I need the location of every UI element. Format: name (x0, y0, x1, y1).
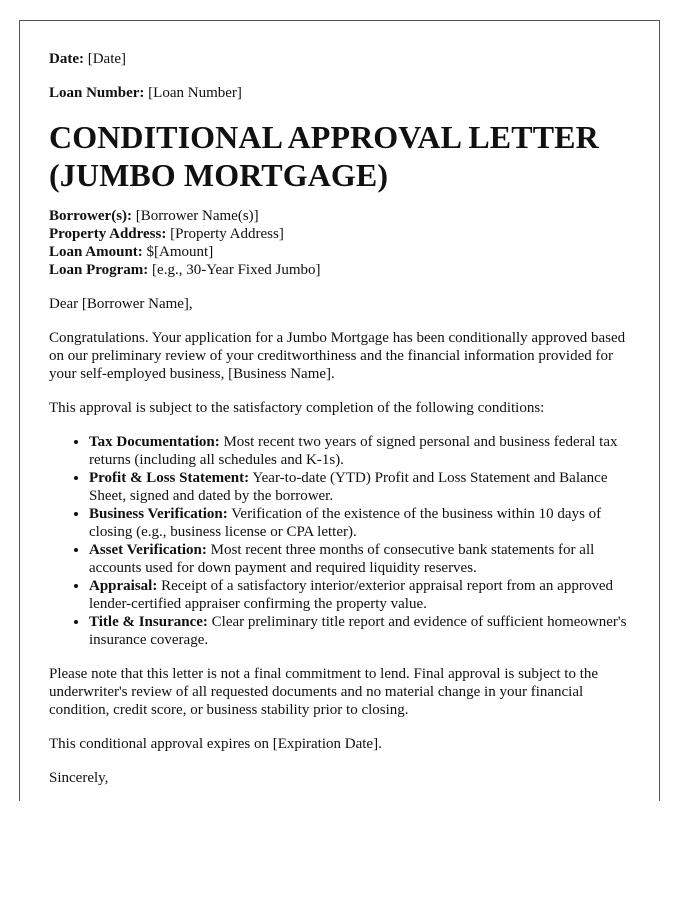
condition-text: Verification of the existence of the business within 10 days of closing (e.g., business license or CPA letter). (89, 506, 602, 540)
condition-label: Profit & Loss Statement: (89, 470, 250, 486)
notice-paragraph: Please note that this letter is not a final commitment to lend. Final approval is subject to the underwriter's review of all requested documents and no material change in your financial condition, credit score, or business stability prior to closing. (49, 666, 599, 718)
salutation: Dear [Borrower Name], (49, 296, 193, 312)
letter-title-line2: (JUMBO MORTGAGE) (49, 157, 389, 193)
amount-value: $[Amount] (146, 244, 214, 260)
condition-text: Most recent three months of consecutive bank statements for all accounts used for down payment and required liquidity reserves. (89, 542, 595, 576)
list-item (89, 505, 635, 541)
condition-label: Title & Insurance: (89, 614, 208, 630)
loan-number-value: [Loan Number] (148, 85, 242, 101)
condition-label: Business Verification: (89, 506, 228, 522)
conditions-intro: This approval is subject to the satisfactory completion of the following conditions: (49, 400, 545, 416)
list-item (89, 433, 635, 469)
program-label: Loan Program: (49, 262, 149, 278)
list-item (89, 613, 635, 649)
condition-text: Receipt of a satisfactory interior/exterior appraisal report from an approved lender-certified appraiser confirming the property value. (89, 578, 613, 612)
closing: Sincerely, (49, 770, 109, 786)
date-line (49, 50, 635, 68)
condition-label: Asset Verification: (89, 542, 207, 558)
property-value: [Property Address] (170, 226, 284, 242)
program-line (49, 261, 635, 279)
letter-title (49, 118, 635, 194)
amount-line (49, 243, 635, 261)
date-value: [Date] (87, 51, 127, 67)
borrower-value: [Borrower Name(s)] (135, 208, 259, 224)
condition-label: Tax Documentation: (89, 434, 220, 450)
borrower-label: Borrower(s): (49, 208, 133, 224)
loan-number-label: Loan Number: (49, 85, 145, 101)
amount-label: Loan Amount: (49, 244, 143, 260)
letter-content (49, 50, 635, 787)
loan-details (49, 207, 635, 279)
conditions-list (49, 433, 635, 649)
list-item (89, 541, 635, 577)
letter-page (19, 20, 660, 801)
expiration-paragraph: This conditional approval expires on [Expiration Date]. (49, 736, 382, 752)
list-item (89, 469, 635, 505)
list-item (89, 577, 635, 613)
borrower-line (49, 207, 635, 225)
condition-text: Clear preliminary title report and evidence of sufficient homeowner's insurance coverage. (89, 614, 627, 648)
condition-text: Most recent two years of signed personal and business federal tax returns (including all schedules and K-1s). (89, 434, 618, 468)
condition-text: Year-to-date (YTD) Profit and Loss Statement and Balance Sheet, signed and dated by the borrower. (89, 470, 608, 504)
property-label: Property Address: (49, 226, 167, 242)
date-label: Date: (49, 51, 84, 67)
program-value: [e.g., 30-Year Fixed Jumbo] (152, 262, 321, 278)
condition-label: Appraisal: (89, 578, 158, 594)
intro-paragraph: Congratulations. Your application for a Jumbo Mortgage has been conditionally approved based on our preliminary review of your creditworthiness and the financial information provided for your self-employed business, [Business Name]. (49, 330, 626, 382)
letter-title-line1: CONDITIONAL APPROVAL LETTER (49, 119, 599, 155)
property-line (49, 225, 635, 243)
loan-number-line (49, 84, 635, 102)
